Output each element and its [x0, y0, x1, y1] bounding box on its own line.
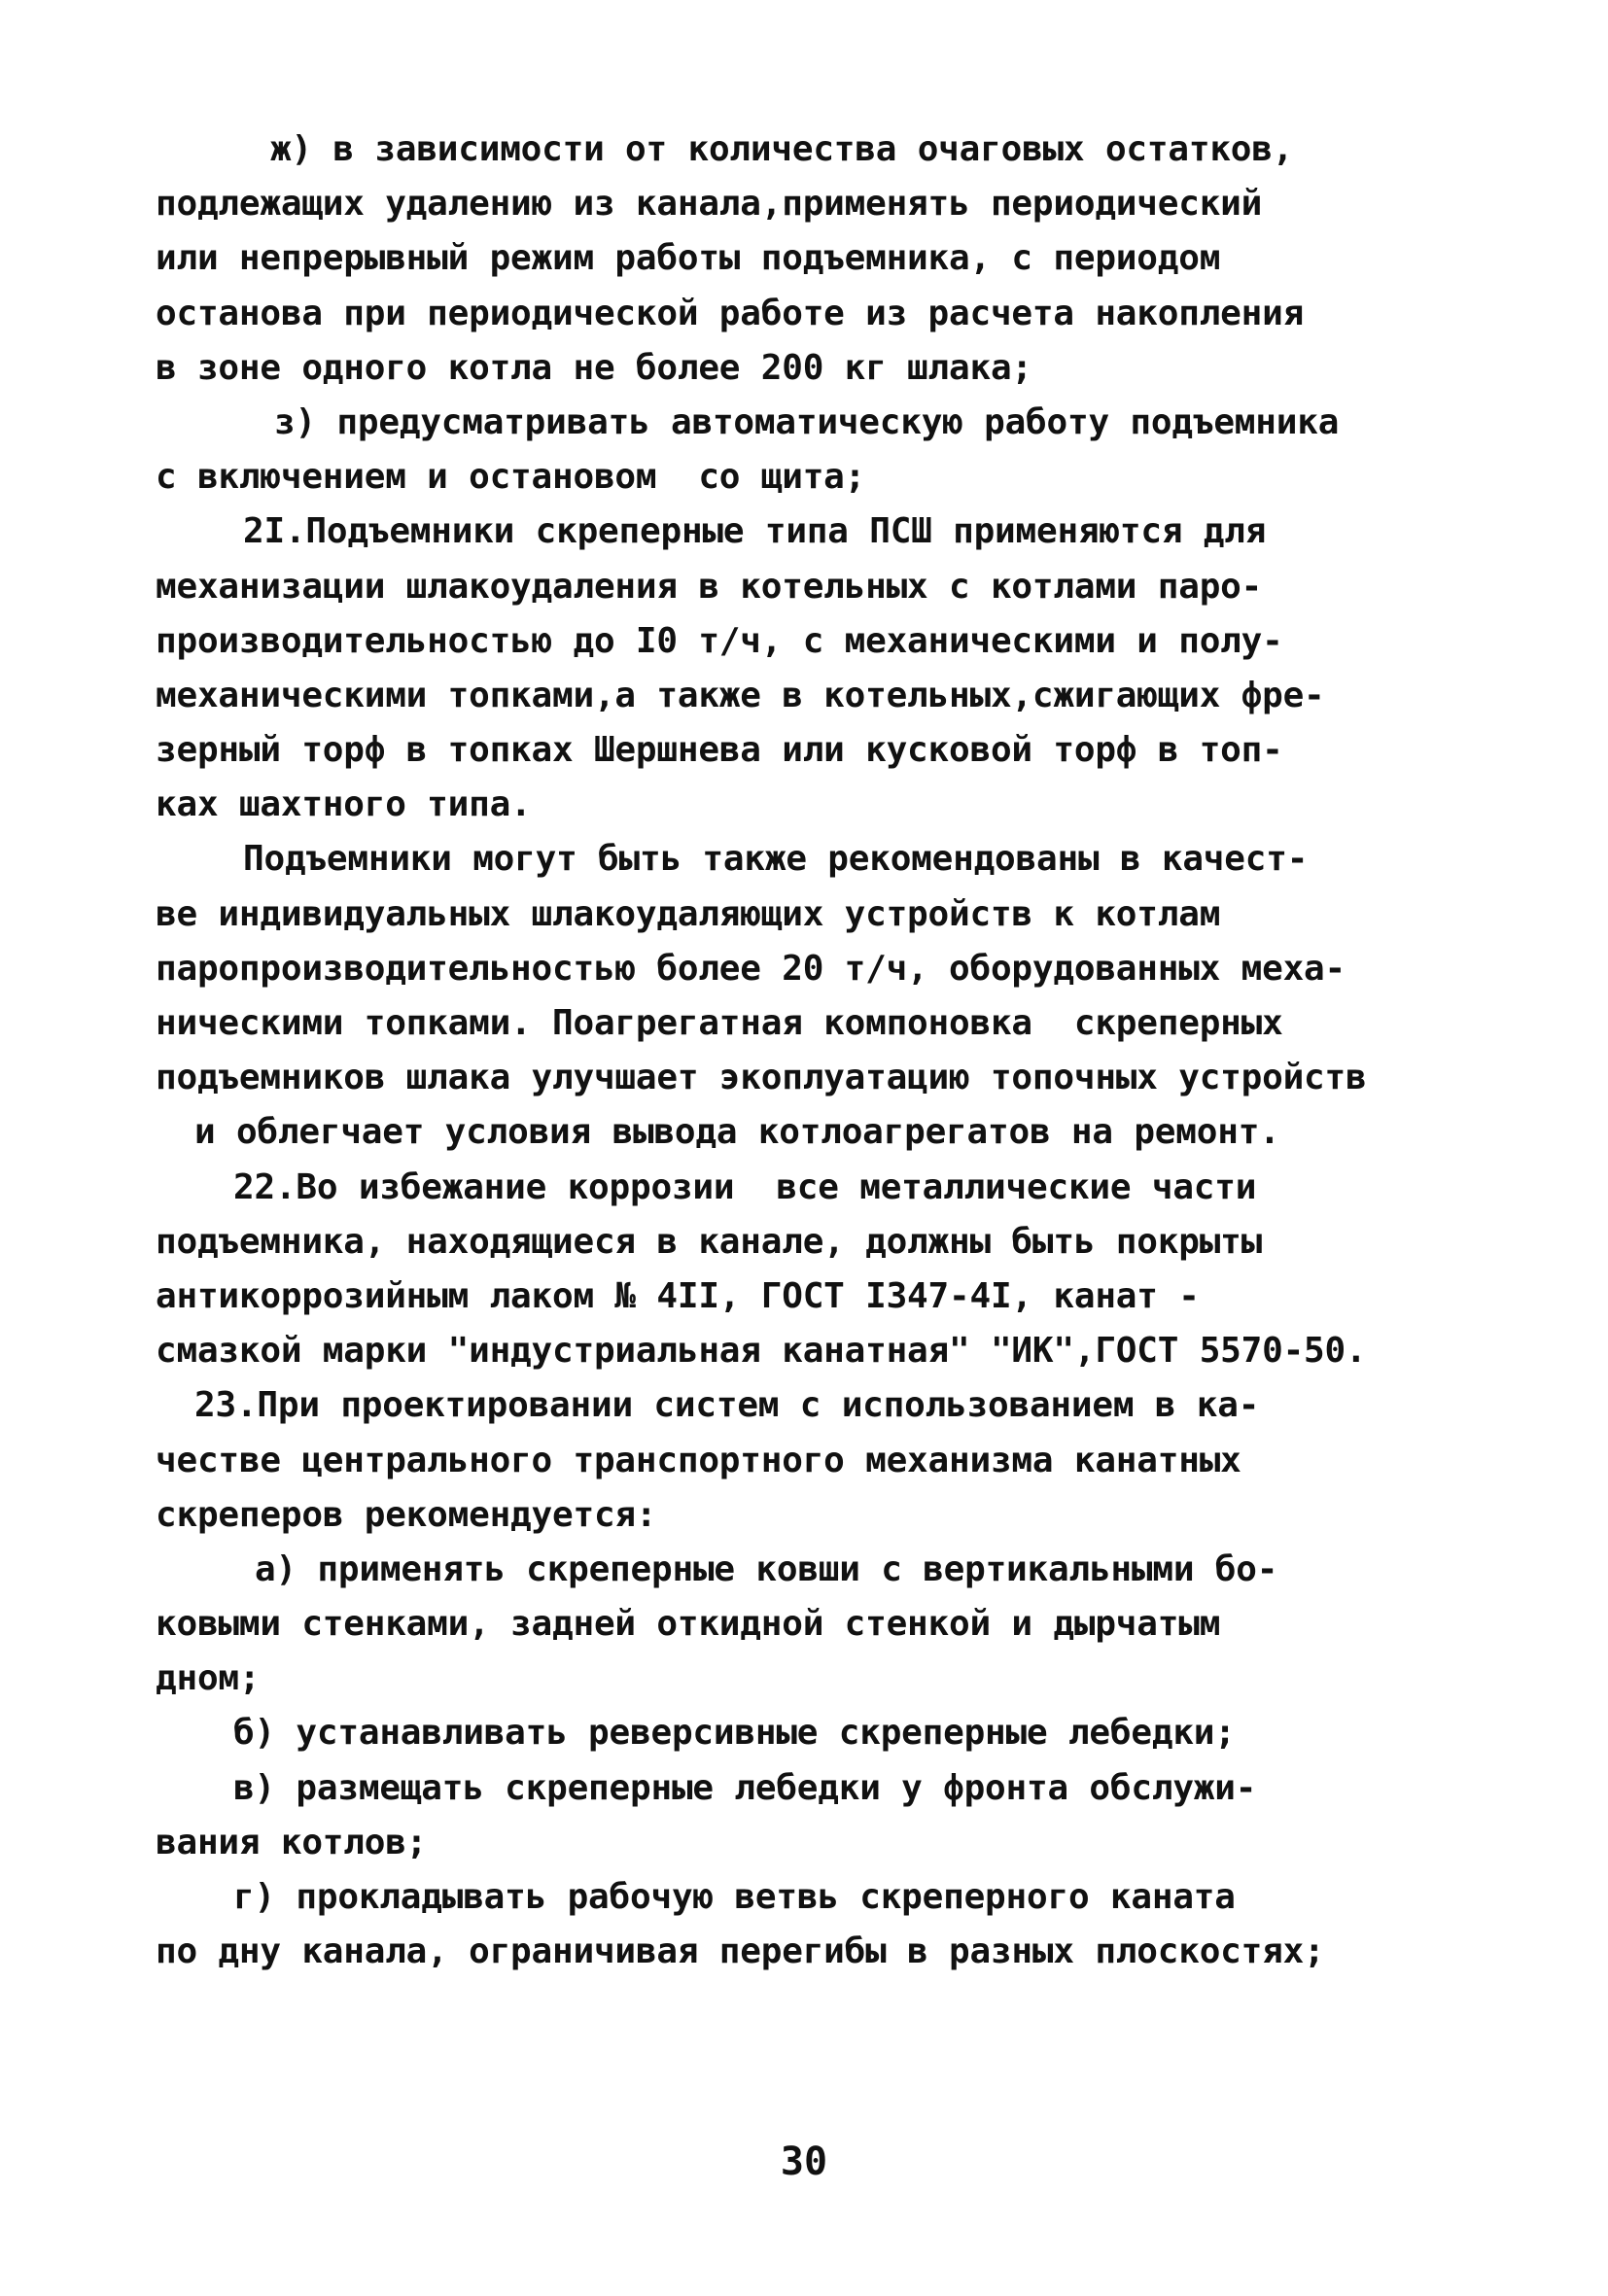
text-line: 22.Во избежание коррозии все металлические части	[233, 1166, 1257, 1207]
text-line: смазкой марки "индустриальная канатная" "ИК",ГОСТ 5570-50.	[156, 1331, 1367, 1372]
text-line: зерный торф в топках Шершнева или кусковой торф в топ-	[156, 730, 1283, 771]
text-line: а) применять скреперные ковши с вертикальными бо-	[255, 1548, 1278, 1589]
text-line: ках шахтного типа.	[156, 784, 532, 825]
text-line: скреперов рекомендуется:	[156, 1494, 657, 1535]
text-line: останова при периодической работе из расчета накопления	[156, 293, 1305, 333]
text-line: Подъемники могут быть также рекомендованы в качест-	[243, 839, 1309, 880]
text-line: 2I.Подъемники скреперные типа ПСШ применяются для	[243, 511, 1267, 552]
text-line: и облегчает условия вывода котлоагрегатов на ремонт.	[194, 1112, 1280, 1153]
text-line: с включением и остановом со щита;	[156, 457, 866, 498]
text-line: механическими топками,а также в котельных,сжигающих фре-	[156, 675, 1325, 715]
text-line: честве центрального транспортного механизма канатных	[156, 1440, 1241, 1480]
text-line: антикоррозийным лаком № 4II, ГОСТ I347-4I, канат -	[156, 1275, 1200, 1316]
text-line: г) прокладывать рабочую ветвь скреперного каната	[233, 1877, 1236, 1917]
text-line: вания котлов;	[156, 1822, 428, 1862]
text-line: 23.При проектировании систем с использованием в ка-	[194, 1385, 1260, 1426]
text-line: подъемника, находящиеся в канале, должны быть покрыты	[156, 1221, 1263, 1262]
text-line: ж) в зависимости от количества очаговых остатков,	[270, 129, 1294, 169]
text-line: ническими топками. Поагрегатная компоновка скреперных	[156, 1003, 1283, 1043]
text-line: или непрерывный режим работы подъемника, с периодом	[156, 238, 1221, 279]
text-line: ве индивидуальных шлакоудаляющих устройств к котлам	[156, 893, 1221, 934]
text-line: подъемников шлака улучшает экоплуатацию топочных устройств	[156, 1058, 1367, 1098]
text-line: в) размещать скреперные лебедки у фронта обслужи-	[233, 1767, 1257, 1808]
text-line: механизации шлакоудаления в котельных с котлами паро-	[156, 566, 1263, 607]
text-line: в зоне одного котла не более 200 кг шлака;	[156, 347, 1032, 388]
page-number: 30	[780, 2139, 828, 2184]
text-line: з) предусматривать автоматическую работу подъемника	[274, 401, 1340, 442]
text-line: производительностью до I0 т/ч, с механическими и полу-	[156, 620, 1283, 661]
text-line: подлежащих удалению из канала,применять периодический	[156, 184, 1263, 225]
text-line: дном;	[156, 1658, 261, 1699]
text-line: б) устанавливать реверсивные скреперные лебедки;	[233, 1713, 1236, 1754]
text-line: ковыми стенками, задней откидной стенкой и дырчатым	[156, 1604, 1221, 1645]
body-text	[156, 122, 1497, 1979]
text-line: по дну канала, ограничивая перегибы в разных плоскостях;	[156, 1931, 1325, 1972]
text-line: паропроизводительностью более 20 т/ч, оборудованных меха-	[156, 948, 1346, 989]
